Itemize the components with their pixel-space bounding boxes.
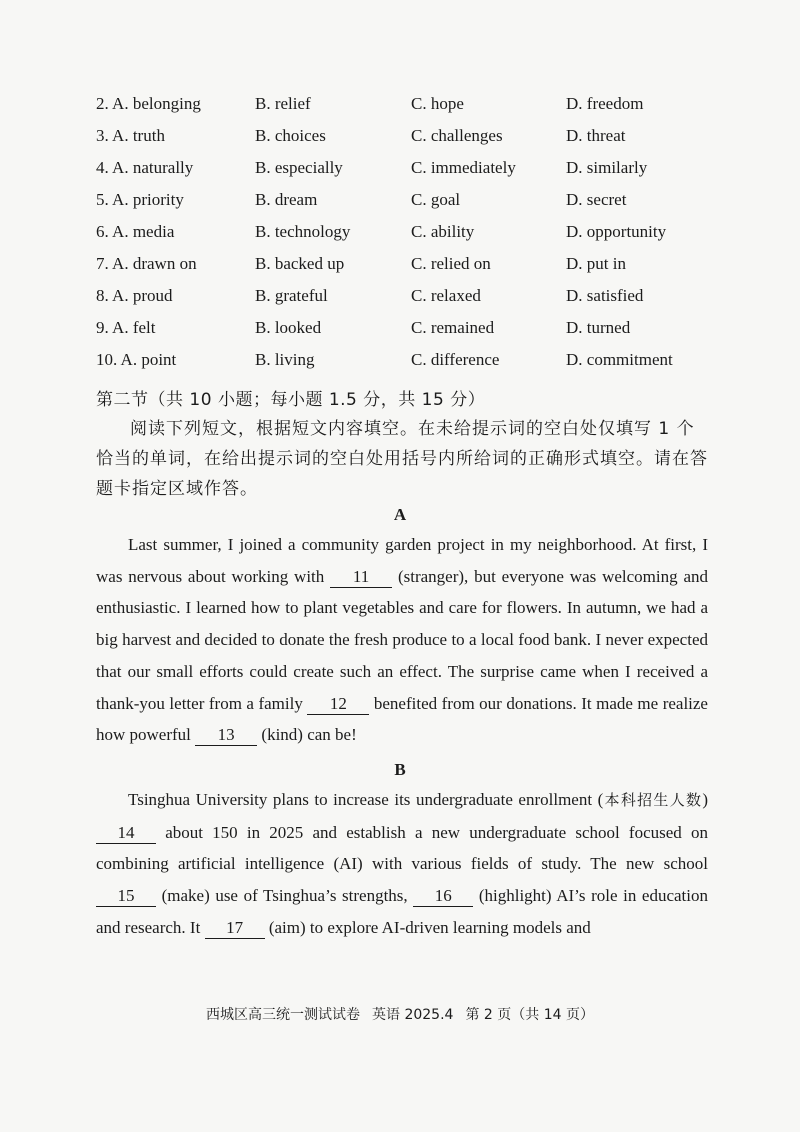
option-row: [96, 152, 736, 184]
option-d: D. turned: [566, 318, 631, 337]
passage-text: benefited from our donations. It made me realize how powerful: [96, 693, 708, 745]
options-table: [96, 88, 736, 376]
option-a: 8. A. proud: [96, 286, 173, 305]
option-a: 5. A. priority: [96, 190, 184, 209]
blank-11[interactable]: 11: [330, 567, 392, 588]
option-c: C. relaxed: [411, 286, 481, 305]
option-row: [96, 184, 736, 216]
passage-text: (stranger), but everyone was welcoming and enthusiastic. I learned how to plant vegetables and care for flowers. In autumn, we had a big harvest and decided to donate the fresh produce to a local food bank. I never expected that our small efforts could create such an effect. The surprise came when I received a thank-you letter from a family: [96, 566, 708, 713]
option-d: D. satisfied: [566, 286, 644, 305]
option-d: D. opportunity: [566, 222, 667, 241]
option-c: C. immediately: [411, 158, 516, 177]
passage-text: about 150 in 2025 and establish a new undergraduate school focused on combining artificial intelligence (AI) with various fields of study. The new school: [96, 822, 708, 874]
option-c: C. challenges: [411, 126, 503, 145]
option-row: [96, 88, 736, 120]
option-c: C. difference: [411, 350, 500, 369]
option-d: D. secret: [566, 190, 627, 209]
passage-text: ): [702, 790, 708, 809]
footer-subject: 英语 2025.4: [372, 1007, 454, 1023]
option-row: [96, 280, 736, 312]
option-a: 3. A. truth: [96, 126, 165, 145]
passage-text: (highlight) AI’s role in education and research. It: [96, 886, 708, 937]
blank-12[interactable]: 12: [307, 694, 369, 715]
option-c: C. ability: [411, 222, 475, 241]
option-b: B. grateful: [255, 286, 328, 305]
option-c: C. relied on: [411, 254, 491, 273]
option-row: [96, 248, 736, 280]
option-b: B. living: [255, 350, 315, 369]
option-b: B. choices: [255, 126, 326, 145]
option-row: [96, 120, 736, 152]
option-c: C. hope: [411, 94, 464, 113]
passage-text: (make) use of Tsinghua’s strengths,: [156, 886, 414, 906]
section-heading: 第二节（共 10 小题；每小题 1.5 分，共 15 分）: [96, 390, 486, 410]
passage-text: (kind) can be!: [257, 725, 357, 745]
option-d: D. commitment: [566, 350, 673, 369]
blank-15[interactable]: 15: [96, 886, 156, 907]
footer-exam: 西城区高三统一测试试卷: [206, 1007, 361, 1023]
option-a: 6. A. media: [96, 222, 175, 241]
passage-a: [96, 529, 708, 751]
option-d: D. freedom: [566, 94, 644, 113]
option-row: [96, 344, 736, 376]
footer-page: 第 2 页（共 14 页）: [465, 1007, 594, 1023]
passage-label-b: B: [394, 760, 406, 779]
passage-text: Last summer, I joined a community garden project in my neighborhood. At first, I was nervous about working with: [96, 535, 708, 586]
option-d: D. put in: [566, 254, 626, 273]
option-c: C. goal: [411, 190, 461, 209]
blank-14[interactable]: 14: [96, 823, 156, 844]
page-footer: [0, 1004, 800, 1024]
option-a: 4. A. naturally: [96, 158, 194, 177]
option-b: B. dream: [255, 190, 318, 209]
passage-text: (aim) to explore AI-driven learning models and: [264, 917, 591, 937]
passage-label-a: A: [393, 505, 407, 524]
blank-17[interactable]: 17: [205, 918, 265, 939]
section-instructions: 阅读下列短文，根据短文内容填空。在未给提示词的空白处仅填写 1 个恰当的单词，在给出提示词的空白处用括号内所给词的正确形式填空。请在答题卡指定区域作答。: [96, 419, 708, 499]
option-d: D. threat: [566, 126, 626, 145]
option-b: B. relief: [255, 94, 311, 113]
passage-b: [96, 784, 708, 944]
option-b: B. backed up: [255, 254, 345, 273]
chinese-gloss: 本科招生人数: [603, 791, 703, 809]
blank-16[interactable]: 16: [413, 886, 473, 907]
option-d: D. similarly: [566, 158, 648, 177]
option-b: B. technology: [255, 222, 351, 241]
option-a: 2. A. belonging: [96, 94, 201, 113]
option-a: 9. A. felt: [96, 318, 156, 337]
option-row: [96, 216, 736, 248]
passage-text: Tsinghua University plans to increase its undergraduate enrollment (: [128, 790, 604, 809]
blank-13[interactable]: 13: [195, 725, 257, 746]
option-row: [96, 312, 736, 344]
option-a: 7. A. drawn on: [96, 254, 197, 273]
option-b: B. especially: [255, 158, 343, 177]
option-c: C. remained: [411, 318, 495, 337]
option-a: 10. A. point: [96, 350, 177, 369]
option-b: B. looked: [255, 318, 322, 337]
